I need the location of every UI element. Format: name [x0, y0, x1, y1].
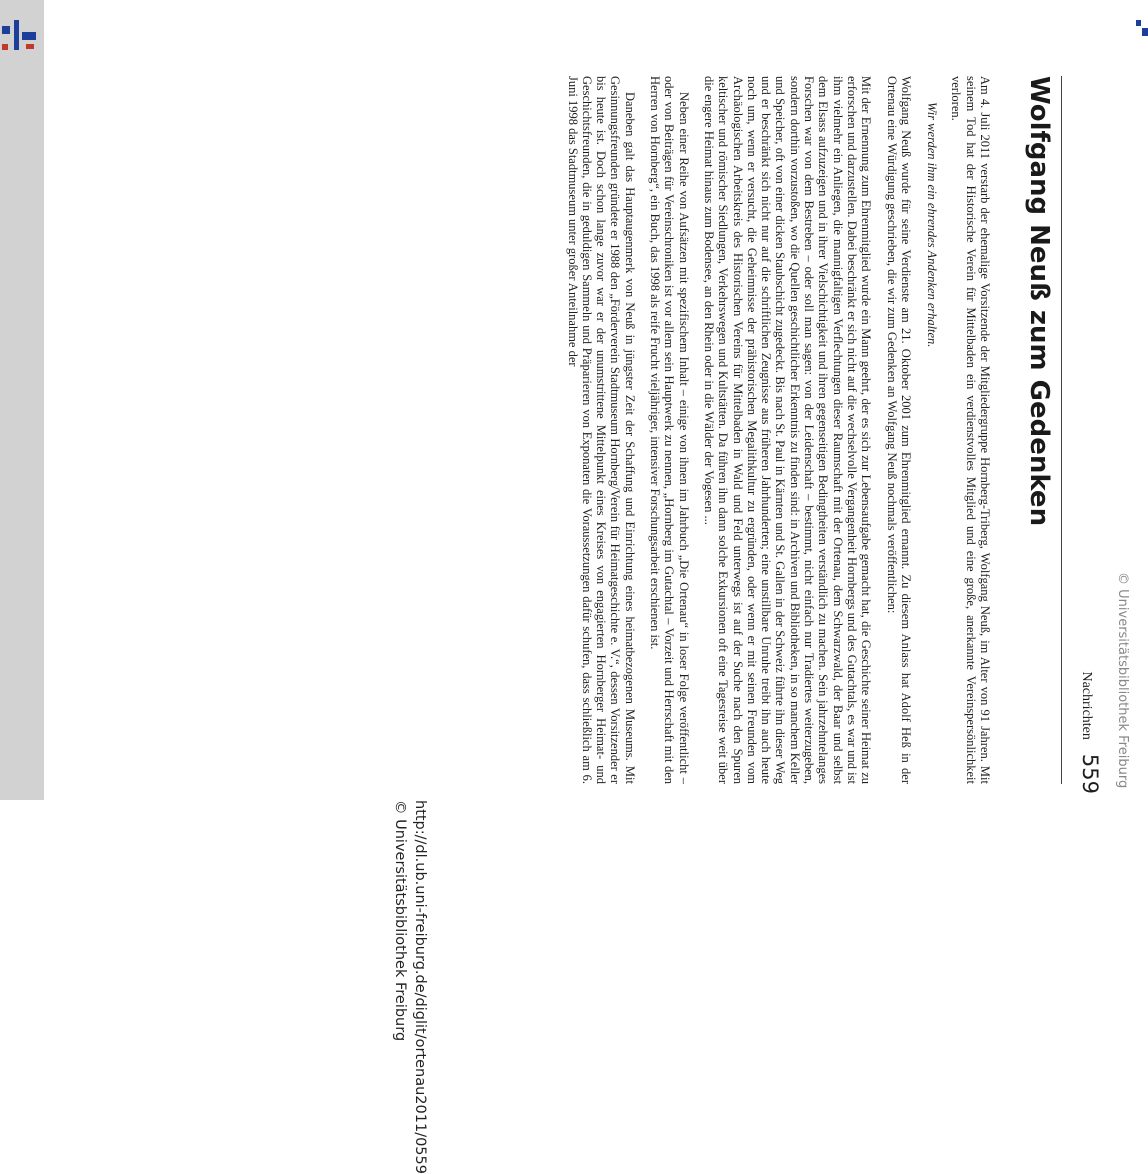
section-name: Nachrichten [1079, 671, 1094, 740]
paragraph: Mit der Ernennung zum Ehrenmitglied wurde ein Mann geehrt, der es sich zur Lebensaufgabe gemacht hat, die Geschichte seiner Heimat zu erforschen und darzustellen. Dabei beschränkt er sich nicht auf die wechselvolle Vergangenheit Hornbergs und des Gutachtals, es war und ist ihm vielmehr ein Anliegen, die mannigfaltigen Verflechtungen dieser Raumschaft mit der Ortenau, dem Schwarzwald, der Baar und selbst dem Elsass aufzuzeigen und in ihrer Vielschichtigkeit und ihren gegenseitigen Bedingtheiten verständlich zu machen. Sein jahrzehntelanges Forschen war von dem Bestreben – oder soll man sagen: von der Leidenschaft – bestimmt, nicht einfach nur Tradiertes weiterzugeben, sondern dorthin vorzustoßen, wo die Quellen geschichtlicher Erkenntnis zu finden sind: in Archiven und Bibliotheken, in so manchem Keller und Speicher, oft von einer dicken Staubschicht zugedeckt. Bis nach St. Paul in Kärnten und St. Gallen in der Schweiz führte ihn dieser Weg und er beschränkt sich nicht nur auf die schriftlichen Zeugnisse aus früheren Jahrhunderten; eine unstillbare Unruhe treibt ihn auch heute noch um, wenn er versucht, die Geheimnisse der prähistorischen Megalithkultur zu ergründen, oder wenn er mit seinen Freunden vom Archäologischen Arbeitskreis des Historischen Vereins für Mittelbaden in Wald und Feld unterwegs ist auf der Suche nach den Spuren keltischer und römischer Siedlungen, Verkehrswegen und Kultstätten. Da führen ihn dann solche Exkursionen oft eine Tagesreise weit über die engere Heimat hinaus zum Bodensee, an den Rhein oder in die Wälder der Vogesen ... [701, 76, 874, 784]
italic-quote: Wir werden ihm ein ehrendes Andenken erhalten. [925, 102, 940, 348]
viewer-watermark [390, 800, 430, 1174]
copyright-text: © Universitätsbibliothek Freiburg [392, 800, 408, 1042]
paragraph: Am 4. Juli 2011 verstarb der ehemalige Vorsitzende der Mitgliedergruppe Hornberg-Triberg, Wolfgang Neuß, im Alter von 91 Jahren. Mit seinem Tod hat der Historische Verein für Mittelbaden ein verdienstvolles Mitglied und eine große, anerkannte Vereinspersönlichkeit verloren. [949, 76, 992, 784]
document-url[interactable]: http://dl.ub.uni-freiburg.de/diglit/ortenau2011/0559 [412, 800, 428, 1174]
paragraph: Daneben galt das Hauptaugenmerk von Neuß in jüngster Zeit der Schaffung und Einrichtung eines heimatbezogenen Museums. Mit Gesinnungsfreunden gründete er 1988 den „Förderverein Stadtmuseum Hornberg/Verein für Heimatgeschichte e. V.“, dessen Vorsitzender er bis heute ist. Doch schon lange zuvor war er der unumstrittene Mittelpunkt eines Kreises von engagierten Hornberger Heimat- und Geschichtsfreunden, die in geduldigen Sammeln und Präparieren von Exponaten die Voraussetzungen dafür schufen, dass schließlich am 6. Juni 1998 das Stadtmuseum unter großer Anteilnahme der [565, 76, 637, 784]
article-body [565, 76, 992, 784]
document-page [82, 76, 1102, 794]
paragraph: Neben einer Reihe von Aufsätzen mit spezifischem Inhalt – einige von ihnen im Jahrbuch „Die Ortenau“ in loser Folge veröffentlicht – oder von Beiträgen für Vereinschroniken ist vor allem sein Hauptwerk zu nennen, „Hornberg im Gutachtal – Vorzeit und Herrschaft mit den Herren von Hornberg“, ein Buch, das 1998 als reife Frucht vieljähriger, intensiver Forschungsarbeit erschienen ist. [648, 76, 691, 784]
viewer-side-strip [0, 0, 44, 800]
page-number: 559 [1078, 753, 1102, 794]
paragraph: Wolfgang Neuß wurde für seine Verdienste am 21. Oktober 2001 zum Ehrenmitglied ernannt. Zu diesem Anlass hat Adolf Heß in der Ortenau eine Würdigung geschrieben, die wir zum Gedenken an Wolfgang Neuß nochmals veröffentlichen: [884, 76, 913, 784]
article-title: Wolfgang Neuß zum Gedenken [1024, 76, 1054, 527]
cut-copyright-text: © Universitätsbibliothek Freiburg [1115, 572, 1130, 789]
header-rule [1061, 76, 1062, 784]
library-logo-fragment-icon [1132, 18, 1148, 38]
library-logo-icon [0, 18, 40, 58]
running-head [1062, 624, 1102, 794]
